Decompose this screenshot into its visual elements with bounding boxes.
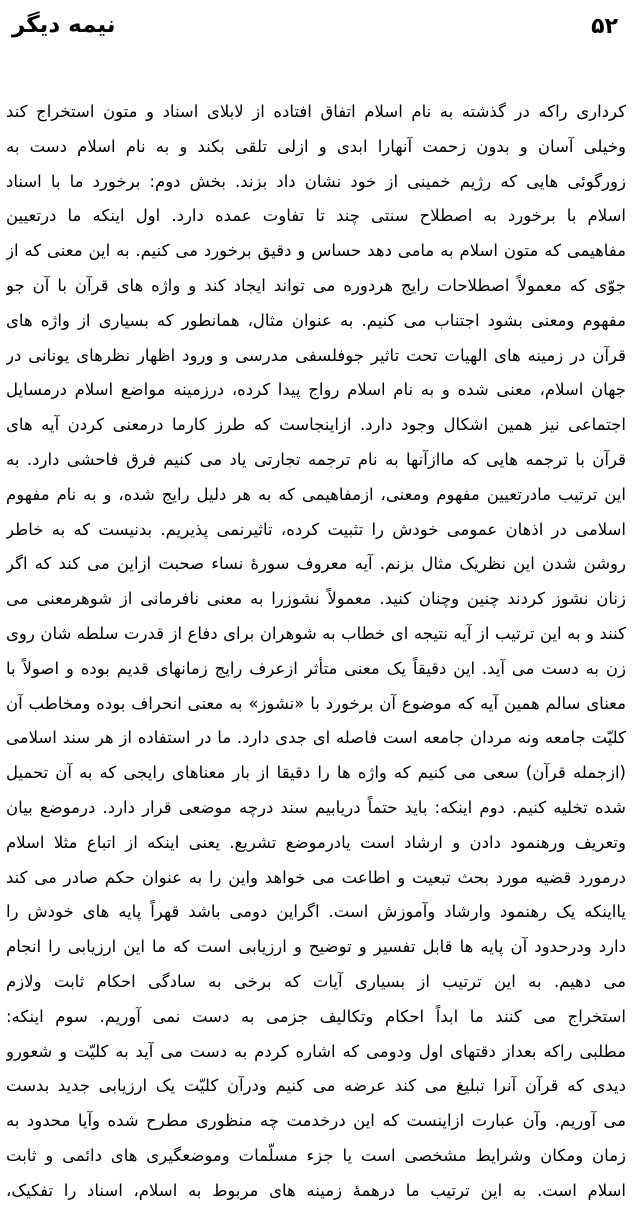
- book-title: نیمه دیگر: [12, 12, 116, 38]
- text-line: وخیلی آسان و بدون زحمت آنهارا ابدی و ازلی تلقی بکند و به نام اسلام دست به: [6, 136, 626, 156]
- text-line: کرداری راکه در گذشته به نام اسلام اتفاق افتاده از لابلای اسناد و متون استخراج کند: [6, 102, 626, 121]
- body-text: [6, 95, 626, 1209]
- text-line: مفهوم ومعنی بشود اجتناب می کنیم. به عنوان مثال، همانطور که بسیاری از واژه های: [6, 310, 626, 330]
- text-line: استخراج می کنند ما ابداً احکام وتکالیف جزمی به دست نمی آوریم. سوم اینکه:: [6, 1006, 626, 1026]
- text-line: اسلامی در اذهان عمومی خودش را تثبیت کرده، تاثیرنمی پذیریم. بدنیست که به خاطر: [6, 519, 626, 539]
- text-line: جهان اسلام، معنی شده و به نام اسلام رواج پیدا کرده، درزمینه مواضع اسلام درمسایل: [6, 380, 626, 400]
- text-line: دیدی که قرآن آنرا تبلیغ می کند عرضه می کنیم ودرآن کلیّت یک ارزیابی جدید بدست: [6, 1076, 626, 1096]
- text-line: کنند و به این ترتیب از آیه نتیجه ای خطاب به شوهران برای دفاع از قدرت سلطه شان روی: [6, 623, 626, 643]
- text-line: درمورد قضیه مورد بحث تبعیت و اطاعت می خواهد واین را به عنوان حکم صادر می کند: [6, 867, 626, 887]
- text-line: می دهیم. به این ترتیب از بسیاری آیات که برخی به سادگی احکام ثابت ولازم: [6, 971, 626, 991]
- page-header: [10, 10, 624, 50]
- text-line: زن به دست می آید. این دقیقاً یک معنی متأثر ازعرف رایج زمانهای قدیم بوده و اصولاً با: [6, 658, 626, 678]
- text-line: قرآن در زمینه های الهیات تحت تاثیر جوفلسفی مدرسی و ورود اظهار نظرهای یونانی در: [6, 345, 626, 365]
- text-line: اسلام است. به این ترتیب ما درهمهٔ زمینه های مربوط به اسلام، اسناد را تفکیک،: [6, 1180, 626, 1200]
- text-line: اسلام با برخورد به اصطلاح سنتی چند تا تفاوت عمده دارد. اول اینکه ما درتعیین: [6, 206, 626, 226]
- text-line: مطلبی راکه بعداز دقتهای اول ودومی که اشاره کردم به دست می آید به کلیّت و شعورو: [6, 1041, 626, 1061]
- text-line: دارد ودرحدود آن پایه ها قابل تفسیر و توضیح و ارزیابی است که ما این ارزیابی را انجام: [6, 937, 626, 957]
- text-line: این ترتیب مادرتعیین مفهوم ومعنی، ازمفاهیمی که به هر دلیل رایج شده، و به نام مفهوم: [6, 484, 626, 504]
- text-line: قرآن با ترجمه هایی که ماازآنها به نام ترجمه تجارتی یاد می کنیم فرق فاحشی دارد. به: [6, 449, 626, 469]
- text-line: اجتماعی نیز همین اشکال وجود دارد. ازاینجاست که طرز کارما درمعنی کردن آیه های: [6, 415, 626, 435]
- text-line: مفاهیمی که متون اسلام به مامی دهد حساس و دقیق برخورد می کنیم. به این معنی که از: [6, 241, 626, 261]
- text-line: زمان ومکان وشرایط مشخصی است یا جزء مسلّمات وموضعگیری های دائمی و ثابت: [6, 1145, 626, 1165]
- text-line: جوّی که معمولاً اصطلاحات رایج هردوره می تواند ایجاد کند و واژه های قرآن با آن جو: [6, 275, 626, 295]
- text-line: روشن شدن این نظریک مثال بزنم. آیه معروف سورهٔ نساء صحبت ازاین می کند که اگر: [6, 554, 626, 574]
- text-line: می آوریم. وآن عبارت ازاینست که این درخدمت چه منظوری مطرح شده وآیا محدود به: [6, 1111, 626, 1131]
- text-line: زورگوئی هایی که رژیم خمینی از خود نشان داد بزند. بخش دوم: برخورد ما با اسناد: [6, 171, 626, 191]
- text-line: (ازجمله قرآن) سعی می کنیم که واژه ها را دقیقا از بار معناهای رایجی که به آن تحمیل: [6, 763, 626, 783]
- text-line: وتعریف ورهنمود دادن و ارشاد است یادرموضع تشریع. یعنی اینکه از اتباع مثلا اسلام: [6, 832, 626, 852]
- page-number: ۵۲: [591, 14, 618, 39]
- text-line: زنان نشوز کردند چنین وچنان کنید. معمولاً نشوزرا به معنی نافرمانی از شوهرمعنی می: [6, 589, 626, 609]
- text-line: کلیّت جامعه ونه مردان جامعه است فاصله ای جدی دارد. ما در استفاده از هر سند اسلامی: [6, 728, 626, 748]
- text-line: معنای سالم همین آیه که موضوع آن برخورد با «نشوز» به معنی انحراف بوده ومخاطب آن: [6, 693, 626, 713]
- text-line: شده تخلیه کنیم. دوم اینکه: باید حتماً دریابیم سند درچه موضعی قرار دارد. درموضع بیان: [6, 797, 626, 817]
- text-line: یااینکه یک رهنمود وارشاد وآموزش است. اگراین دومی باشد قهراً پایه های خودش را: [6, 902, 626, 922]
